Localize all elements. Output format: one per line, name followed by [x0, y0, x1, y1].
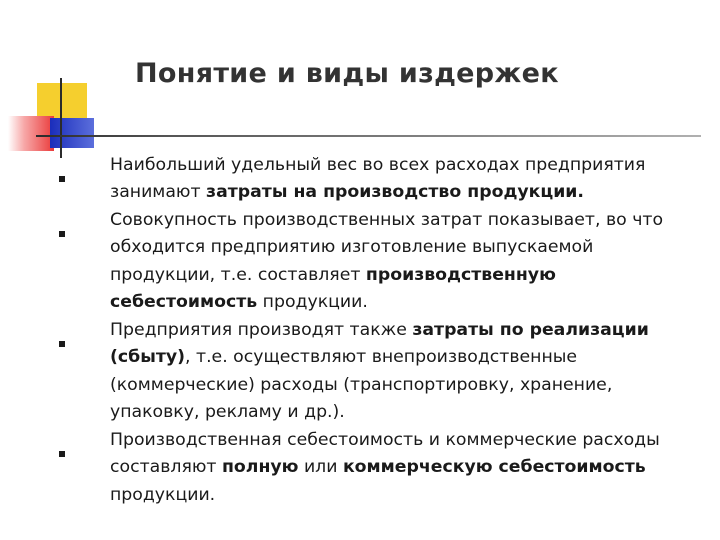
- bold-run: полную: [221, 457, 299, 478]
- text-run: продукции.: [110, 484, 216, 505]
- text-run: Производственная себестоимость и коммерческие расходы составляют: [110, 430, 660, 478]
- text-run: Наибольший удельный вес во всех расходах предприятия занимают: [110, 155, 646, 203]
- bold-run: затраты на производство продукции.: [206, 182, 584, 203]
- bullet-text-3: [110, 317, 700, 426]
- bullet-item-1: [110, 152, 700, 207]
- bullet-marker: [59, 341, 65, 347]
- slide-title: Понятие и виды издержек: [135, 58, 559, 89]
- text-run: Предприятия производят также: [110, 320, 413, 340]
- text-run: или: [298, 457, 343, 478]
- bullet-text-1: [110, 152, 700, 207]
- decor-red-square: [8, 116, 54, 151]
- bullet-item-2: [110, 207, 700, 316]
- text-run: , т.е. осуществляют внепроизводственные (коммерческие) расходы (транспортировку, хранение, упаковку, рекламу и др.).: [110, 347, 613, 422]
- bullet-item-3: [110, 317, 700, 426]
- bullet-item-4: [110, 427, 700, 509]
- bullet-marker: [59, 231, 65, 237]
- bullet-marker: [59, 176, 65, 182]
- bold-run: коммерческую себестоимость: [342, 457, 646, 478]
- bold-run: затраты по реализации (сбыту): [110, 320, 649, 368]
- bullet-text-2: [110, 207, 700, 316]
- text-run: Совокупность производственных затрат показывает, во что обходится предприятию изготовление выпускаемой продукции, т.е. составляет: [110, 210, 664, 285]
- bullet-text-4: [110, 427, 700, 509]
- text-run: продукции.: [257, 291, 368, 312]
- decor-blue-square: [50, 118, 94, 148]
- bullet-marker: [59, 451, 65, 457]
- title-underline: [36, 135, 701, 137]
- decor-vertical-line: [60, 78, 62, 158]
- bold-run: производственную себестоимость: [110, 264, 556, 312]
